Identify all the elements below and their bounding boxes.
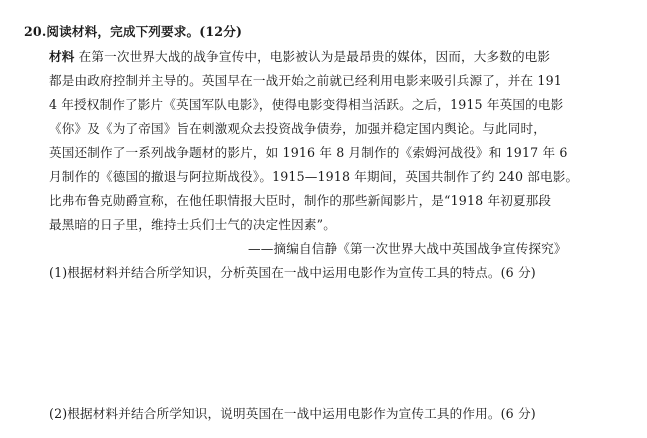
material-line-5: 英国还制作了一系列战争题材的影片，如 1916 年 8 月制作的《索姆河战役》和 1917 年 6 — [49, 145, 568, 160]
material-line-2: 都是由政府控制并主导的。英国早在一战开始之前就已经利用电影来吸引兵源了，并在 191 — [49, 73, 562, 88]
material-line-7: 比弗布鲁克勋爵宣称，在他任职情报大臣时，制作的那些新闻影片，是“1918 年初夏那段 — [49, 193, 552, 208]
question-title: 20.阅读材料，完成下列要求。(12分) — [24, 24, 243, 39]
material-label: 材料 — [49, 49, 75, 64]
material-line-4: 《你》及《为了帝国》旨在刺激观众去投资战争债券，加强并稳定国内舆论。与此同时， — [49, 121, 547, 136]
material-text-1: 在第一次世界大战的战争宣传中，电影被认为是最昂贵的媒体，因而，大多数的电影 — [78, 49, 551, 64]
sub-question-1: (1)根据材料并结合所学知识，分析英国在一战中运用电影作为宣传工具的特点。(6 分) — [49, 265, 536, 280]
material-line-3: 4 年授权制作了影片《英国军队电影》，使得电影变得相当活跃。之后，1915 年英国的电影 — [49, 97, 564, 112]
sub-question-2: (2)根据材料并结合所学知识，说明英国在一战中运用电影作为宣传工具的作用。(6 分) — [49, 406, 536, 421]
material-line-1 — [49, 49, 550, 65]
material-source: ——摘编自信静《第一次世界大战中英国战争宣传探究》 — [248, 241, 567, 256]
material-line-8: 最黑暗的日子里，维持士兵们士气的决定性因素”。 — [49, 217, 336, 232]
material-line-6: 月制作的《德国的撤退与阿拉斯战役》。1915—1918 年期间，英国共制作了约 240 部电影。 — [49, 169, 579, 184]
